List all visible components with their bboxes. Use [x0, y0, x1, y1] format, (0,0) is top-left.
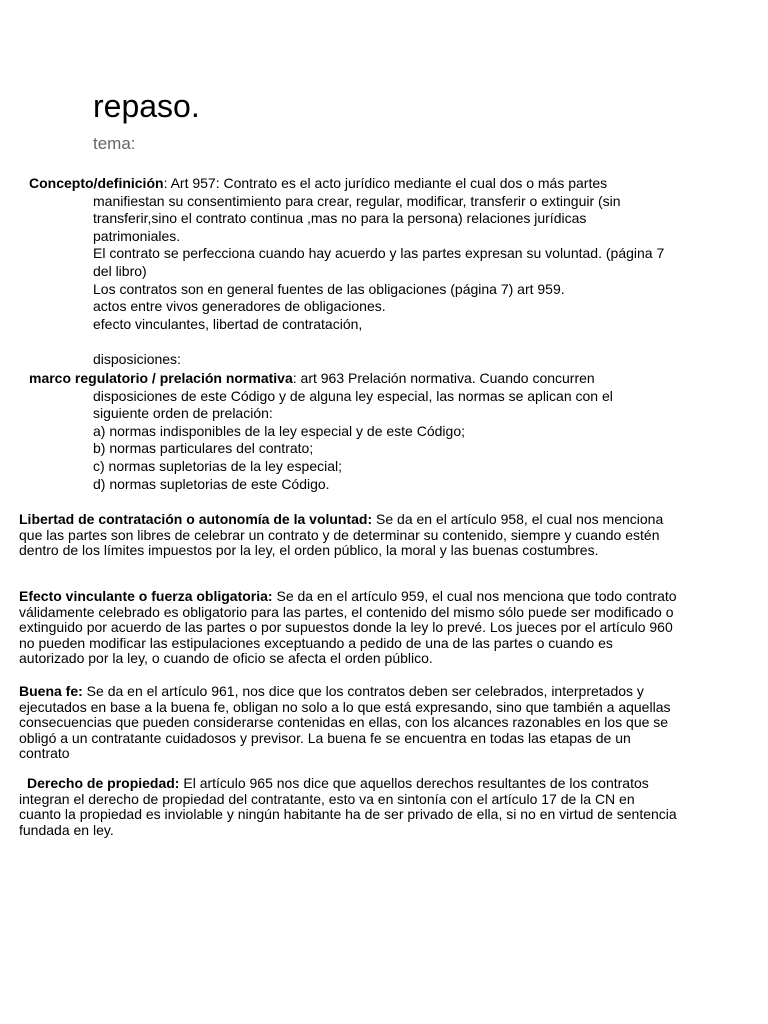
section-libertad-label: Libertad de contratación o autonomía de la voluntad:: [19, 511, 373, 527]
section-concepto-line: efecto vinculantes, libertad de contratación,: [93, 315, 363, 332]
section-concepto: [29, 175, 689, 369]
section-efecto-text: Se da en el artículo 959, el cual nos menciona que todo contrato válidamente celebrado es obligatorio para las partes, el contenido del mismo sólo puede ser modificado o extinguido por acuerdo de las partes o por supuestos donde la ley lo prevé. Los jueces por el artículo 960 no pueden modificar las estipulaciones exceptuando a pedido de una de las partes o cuando es autorizado por la ley, o cuando de oficio se afecta el orden público.: [19, 588, 677, 667]
section-marco-line: a) normas indisponibles de la ley especial y de este Código;: [93, 422, 465, 439]
section-derecho: [19, 776, 679, 838]
section-concepto-first-line: [29, 175, 689, 193]
blank-line: [29, 333, 689, 351]
section-concepto-line: disposiciones:: [93, 350, 181, 367]
section-concepto-first-text: : Art 957: Contrato es el acto jurídico mediante el cual dos o más partes: [163, 175, 608, 191]
section-libertad: [19, 512, 679, 559]
section-marco-line: c) normas supletorias de la ley especial;: [93, 457, 343, 474]
section-concepto-line: del libro): [93, 262, 147, 279]
section-marco-line: disposiciones de este Código y de alguna ley especial, las normas se aplican con el: [93, 387, 613, 404]
section-marco-first-line: [29, 370, 689, 388]
section-buena-fe: [19, 684, 679, 762]
section-marco-label: marco regulatorio / prelación normativa: [29, 370, 293, 386]
section-concepto-line: patrimoniales.: [93, 227, 181, 244]
document-subtitle: tema:: [93, 134, 136, 153]
section-concepto-line: El contrato se perfecciona cuando hay acuerdo y las partes expresan su voluntad. (página 7: [93, 245, 665, 262]
section-marco-first-text: : art 963 Prelación normativa. Cuando concurren: [292, 370, 595, 386]
section-efecto: [19, 589, 679, 667]
section-marco-line: b) normas particulares del contrato;: [93, 440, 314, 457]
section-concepto-line: transferir,sino el contrato continua ,mas no para la persona) relaciones jurídicas: [93, 210, 587, 227]
section-buena-fe-label: Buena fe:: [19, 683, 83, 699]
section-efecto-label: Efecto vinculante o fuerza obligatoria:: [19, 588, 273, 604]
section-buena-fe-text: Se da en el artículo 961, nos dice que los contratos deben ser celebrados, interpretados y ejecutados en base a la buena fe, obligan no solo a lo que está expresando, sino que también a aquellas consecuencias que pueden considerarse contenidas en ellas, con los alcances razonables en los que se obligó a un contratante cuidadosos y previsor. La buena fe se encuentra en todas las etapas de un contrato: [19, 683, 671, 762]
section-derecho-label: Derecho de propiedad:: [27, 775, 180, 791]
section-concepto-label: Concepto/definición: [29, 175, 164, 191]
section-concepto-line: actos entre vivos generadores de obligaciones.: [93, 298, 386, 315]
section-marco: [29, 370, 689, 493]
document-title: repaso.: [93, 88, 200, 124]
section-concepto-line: manifiestan su consentimiento para crear, regular, modificar, transferir o extinguir (sin: [93, 192, 621, 209]
section-marco-line: d) normas supletorias de este Código.: [93, 475, 330, 492]
section-marco-line: siguiente orden de prelación:: [93, 405, 273, 422]
section-libertad-text: Se da en el artículo 958, el cual nos menciona que las partes son libres de celebrar un contrato y de determinar su contenido, siempre y cuando estén dentro de los límites impuestos por la ley, el orden público, la moral y las buenas costumbres.: [19, 511, 664, 559]
section-derecho-text: El artículo 965 nos dice que aquellos derechos resultantes de los contratos integran el derecho de propiedad del contratante, esto va en sintonía con el artículo 17 de la CN en cuanto la propiedad es inviolable y ningún habitante ha de ser privado de ella, si no en virtud de sentencia fundada en ley.: [19, 775, 677, 838]
section-concepto-line: Los contratos son en general fuentes de las obligaciones (página 7) art 959.: [93, 280, 565, 297]
